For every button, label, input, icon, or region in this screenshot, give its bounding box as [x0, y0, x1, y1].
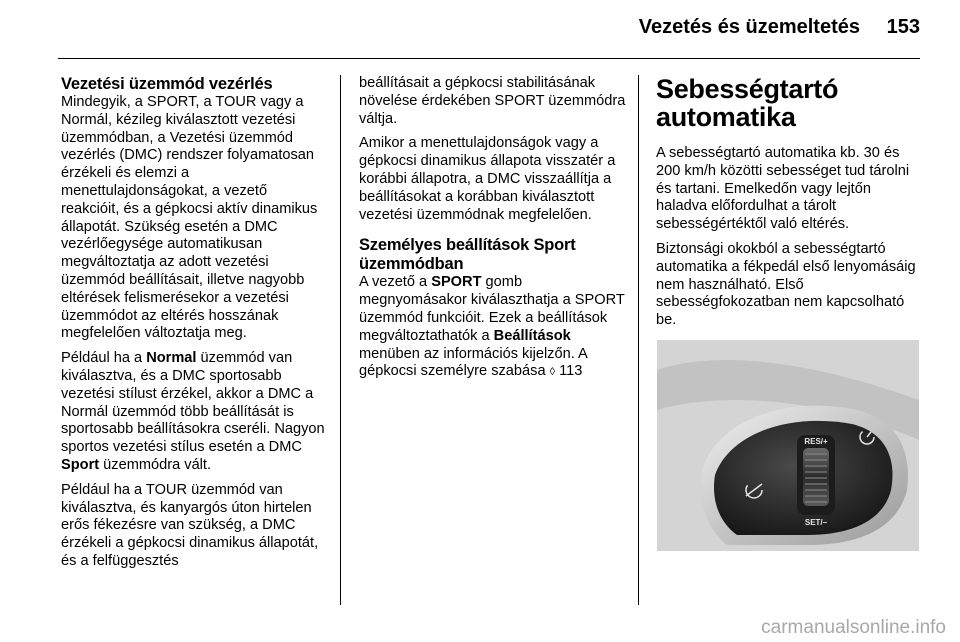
paragraph — [359, 274, 627, 382]
paragraph: Amikor a menettulajdonságok vagy a gépkocsi dinamikus állapota visszatér a korábbi állapotra, a DMC visszaállítja a beállításokat a korábban kiválasztott vezetési üzemmódnak megfelelően. — [359, 135, 616, 223]
column-divider-1 — [340, 75, 341, 605]
text-run: Például ha a — [61, 350, 147, 367]
column-3 — [656, 75, 924, 337]
emphasis-settings: Beállítások — [493, 327, 571, 344]
page-reference[interactable]: 113 — [555, 363, 583, 380]
emphasis-normal: Normal — [146, 350, 197, 367]
paragraph: Biztonsági okokból a sebességtartó automatika a fékpedál első lenyomásáig nem használható. Első sebességfokozatban nem kapcsolható be. — [656, 240, 916, 329]
emphasis-sport-button: SPORT — [431, 274, 482, 291]
emphasis-sport: Sport — [61, 456, 100, 473]
header-title: Vezetés és üzemeltetés — [638, 16, 860, 38]
column-2 — [359, 75, 627, 389]
paragraph — [61, 350, 329, 475]
section-heading-personal-settings: Személyes beállítások Sport üzemmódban — [359, 236, 576, 274]
watermark: carmanualsonline.info — [761, 617, 946, 638]
paragraph: beállításait a gépkocsi stabilitásának növelése érdekében SPORT üzemmódra váltja. — [359, 75, 626, 127]
section-heading-dmc: Vezetési üzemmód vezérlés — [61, 75, 273, 93]
chapter-heading-cruise-control: Sebességtartó automatika — [656, 74, 839, 132]
column-1 — [61, 75, 329, 578]
header-rule — [58, 58, 920, 59]
paragraph: A sebességtartó automatika kb. 30 és 200 km/h közötti sebességet tud tárolni és tartani. Emelkedőn vagy lejtőn haladva előfordulhat a tárolt sebességértéktől való eltérés. — [656, 145, 910, 233]
text-run: menüben az információs kijelzőn. A gépkocsi személyre szabása — [359, 345, 587, 380]
paragraph: Például ha a TOUR üzemmód van kiválasztva, és kanyargós úton hirtelen erős fékezésre van szükség, a DMC érzékeli a gépkocsi dinamikus állapotát, és a felfüggesztés — [61, 481, 319, 569]
page-number: 153 — [886, 16, 920, 38]
steering-wheel-controls-photo — [657, 340, 919, 551]
paragraph: Mindegyik, a SPORT, a TOUR vagy a Normál, kézileg kiválasztott vezetési üzemmódban, a Vezetési üzemmód vezérlés (DMC) rendszer folyamatosan érzékeli és elemzi a menettulajdonságokat, a vezető reakcióit, és a gépkocsi aktív dinamikus állapotát. Szükség esetén a DMC vezérlőegysége automatikusan megváltoztatja az adott vezetési üzemmód beállításait, illetve nagyobb eltérések felismerésekor a vezetési üzemmódot az eltérés hosszának megfelelően változtatja meg. — [61, 94, 318, 342]
text-run: gomb megnyomásakor kiválaszthatja a SPORT üzemmód funkcióit. Ezek a beállítások megváltoztathatók a — [359, 274, 625, 344]
res-label: RES/+ — [804, 437, 828, 446]
text-run: A vezető a — [359, 274, 432, 291]
text-run: üzemmód van kiválasztva, és a DMC sportosabb vezetési stílust érzékel, akkor a DMC a Normál üzemmód több beállítását is sportosabb beállításokra cseréli. Nagyon sportos vezetési stílus esetén a DMC — [61, 350, 325, 456]
set-label: SET/– — [804, 518, 828, 527]
thumb-wheel[interactable] — [797, 435, 835, 515]
page-reference-icon: ◊ — [549, 366, 556, 379]
column-divider-2 — [638, 75, 639, 605]
text-run: üzemmódra vált. — [99, 456, 212, 473]
